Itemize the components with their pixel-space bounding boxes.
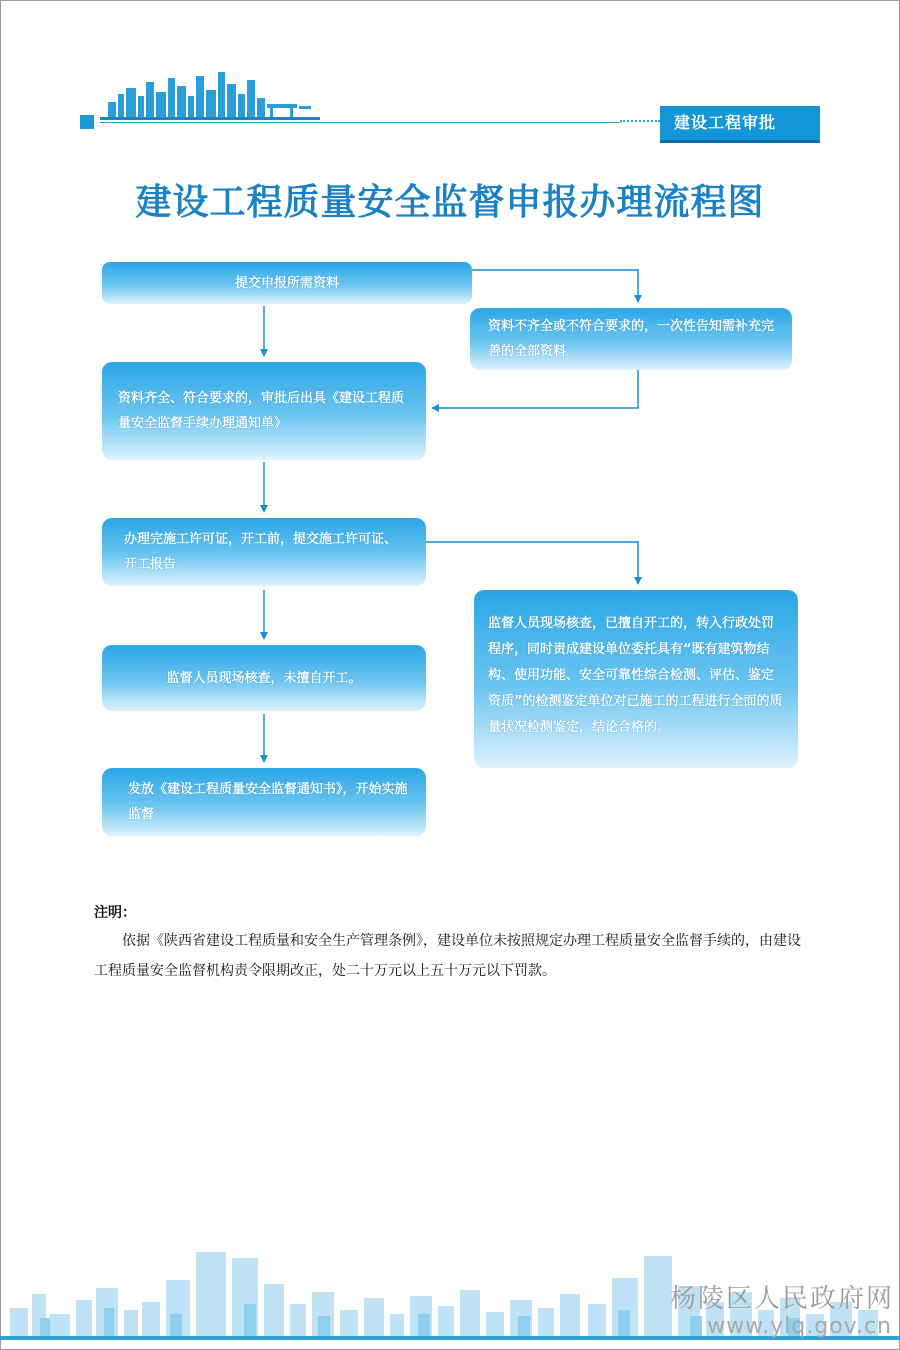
note-heading: 注明：	[94, 905, 136, 921]
flow-step-submit-text: 提交申报所需资料	[234, 275, 339, 291]
page-title: 建设工程质量安全监督申报办理流程图	[135, 182, 765, 223]
flow-step-incomplete	[470, 308, 792, 370]
flow-step-check-violation-text: 监督人员现场核查，已擅自开工的，转入行政处罚程序，同时责成建设单位委托具有“既有建筑物结构、使用功能、安全可靠性综合检测、评估、鉴定资质”的检测鉴定单位对已施工的工程进行全面的质量状况检测鉴定，结论合格的。	[488, 616, 783, 735]
arrow-incomplete-to-approve	[432, 370, 638, 408]
note-body: 依据《陕西省建设工程质量和安全生产管理条例》，建设单位未按照规定办理工程质量安全监督手续的，由建设工程质量安全监督机构责令限期改正，处二十万元以上五十万元以下罚款。	[94, 933, 801, 979]
flow-step-approve	[102, 362, 426, 460]
flow-step-incomplete-text: 资料不齐全或不符合要求的，一次性告知需补充完善的全部资料	[488, 319, 775, 359]
section-tag: 建设工程审批	[660, 106, 820, 143]
watermark-url: www.ylq.gov.cn	[707, 1314, 892, 1339]
flow-step-notice	[102, 768, 426, 836]
arrow-submit-to-incomplete	[472, 270, 638, 302]
flow-step-check-violation	[474, 590, 798, 768]
flow-step-permit	[102, 518, 426, 586]
watermark-site-name: 杨陵区人民政府网	[669, 1284, 894, 1314]
flow-step-check-ok-text: 监督人员现场核查，未擅自开工。	[166, 670, 362, 686]
flow-step-submit	[102, 262, 472, 304]
flow-step-approve-text: 资料齐全、符合要求的，审批后出具《建设工程质量安全监督手续办理通知单》	[118, 391, 405, 431]
flow-step-check-ok	[102, 645, 426, 711]
arrow-permit-to-violation	[426, 542, 638, 584]
flow-step-permit-text: 办理完施工许可证，开工前，提交施工许可证、开工报告	[124, 532, 398, 572]
flow-step-notice-text: 发放《建设工程质量安全监督通知书》，开始实施监督	[128, 782, 408, 822]
